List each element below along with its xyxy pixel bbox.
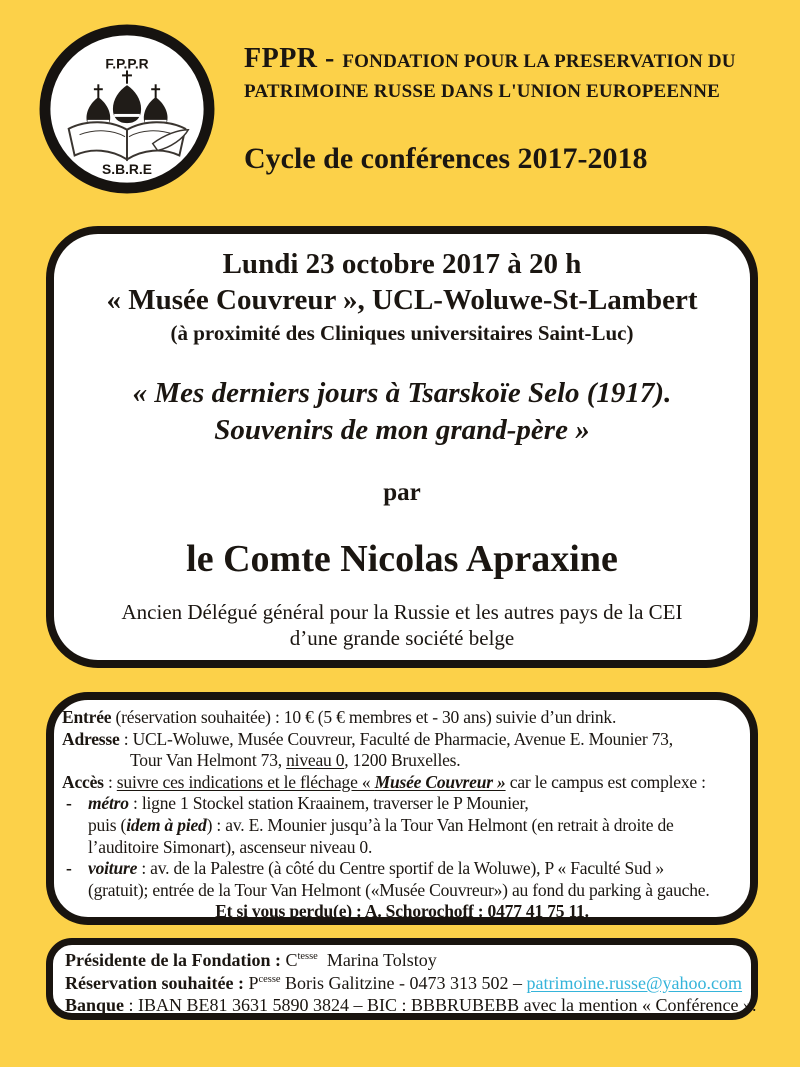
speaker-name: le Comte Nicolas Apraxine: [186, 538, 618, 580]
org-acronym: FPPR -: [244, 43, 343, 74]
banque-line: Banque : IBAN BE81 3631 5890 3824 – BIC : BBBRUBEBB avec la mention « Conférence ».: [65, 995, 757, 1015]
talk-title-line1: « Mes derniers jours à Tsarskoïe Selo (1917).: [132, 377, 672, 409]
practical-info-box: [46, 692, 758, 925]
bullet-dash: -: [66, 858, 72, 879]
par-label: par: [383, 479, 421, 506]
presidente-line: Présidente de la Fondation : $C^{tesse}$ Marina Tolstoy: [65, 950, 437, 970]
speaker-description-line2: d’une grande société belge: [289, 626, 515, 650]
bullet-dash: -: [66, 793, 72, 814]
entree-line: Entrée (réservation souhaitée) : 10 € (5 € membres et - 30 ans) suivie d’un drink.: [62, 707, 617, 727]
metro-line3: l’auditoire Simonart), ascenseur niveau 0.: [88, 836, 373, 857]
org-name-line2: PATRIMOINE RUSSE DANS L'UNION EUROPEENNE: [244, 81, 721, 102]
event-proximity: (à proximité des Cliniques universitaires Saint-Luc): [170, 321, 634, 345]
logo-bottom-text: S.B.R.E: [102, 161, 152, 178]
adresse-line2: Tour Van Helmont 73, niveau 0, 1200 Bruxelles.: [130, 750, 461, 771]
church-book-logo-icon: [38, 24, 216, 194]
email-link[interactable]: patrimoine.russe@yahoo.com: [526, 972, 743, 993]
event-venue: « Musée Couvreur », UCL-Woluwe-St-Lambert: [106, 284, 698, 316]
metro-line2: puis (idem à pied) : av. E. Mounier jusqu’à la Tour Van Helmont (en retrait à droite de: [88, 814, 674, 835]
acces-line: Accès : suivre ces indications et le fléchage « Musée Couvreur » car le campus est complexe :: [62, 771, 706, 792]
metro-line: - métro : ligne 1 Stockel station Kraainem, traverser le P Mounier,: [66, 793, 529, 814]
org-name-line1: FPPR - FONDATION POUR LA PRESERVATION DU: [244, 43, 736, 74]
contact-box: [46, 938, 758, 1020]
reservation-line: Réservation souhaitée : $P^{cesse}$ Boris Galitzine - 0473 313 502 – patrimoine.russe@yahoo.com: [65, 972, 743, 993]
voiture-line: - voiture : av. de la Palestre (à côté du Centre sportif de la Woluwe), P « Faculté Sud »: [66, 858, 664, 879]
header: [244, 44, 789, 176]
event-box: [46, 226, 758, 668]
logo-top-text: F.P.P.R: [105, 55, 149, 72]
cycle-title: Cycle de conférences 2017-2018: [244, 142, 648, 175]
lost-contact-line: Et si vous perdu(e) : A. Schorochoff : 0477 41 75 11.: [215, 901, 589, 922]
speaker-description-line1: Ancien Délégué général pour la Russie et les autres pays de la CEI: [121, 600, 683, 624]
event-date: Lundi 23 octobre 2017 à 20 h: [222, 248, 582, 280]
fppr-logo: [38, 24, 216, 194]
talk-title-line2: Souvenirs de mon grand-père »: [214, 414, 590, 446]
adresse-line: Adresse : UCL-Woluwe, Musée Couvreur, Faculté de Pharmacie, Avenue E. Mounier 73,: [62, 728, 673, 749]
voiture-line2: (gratuit); entrée de la Tour Van Helmont («Musée Couvreur») au fond du parking à gauche.: [88, 879, 710, 900]
